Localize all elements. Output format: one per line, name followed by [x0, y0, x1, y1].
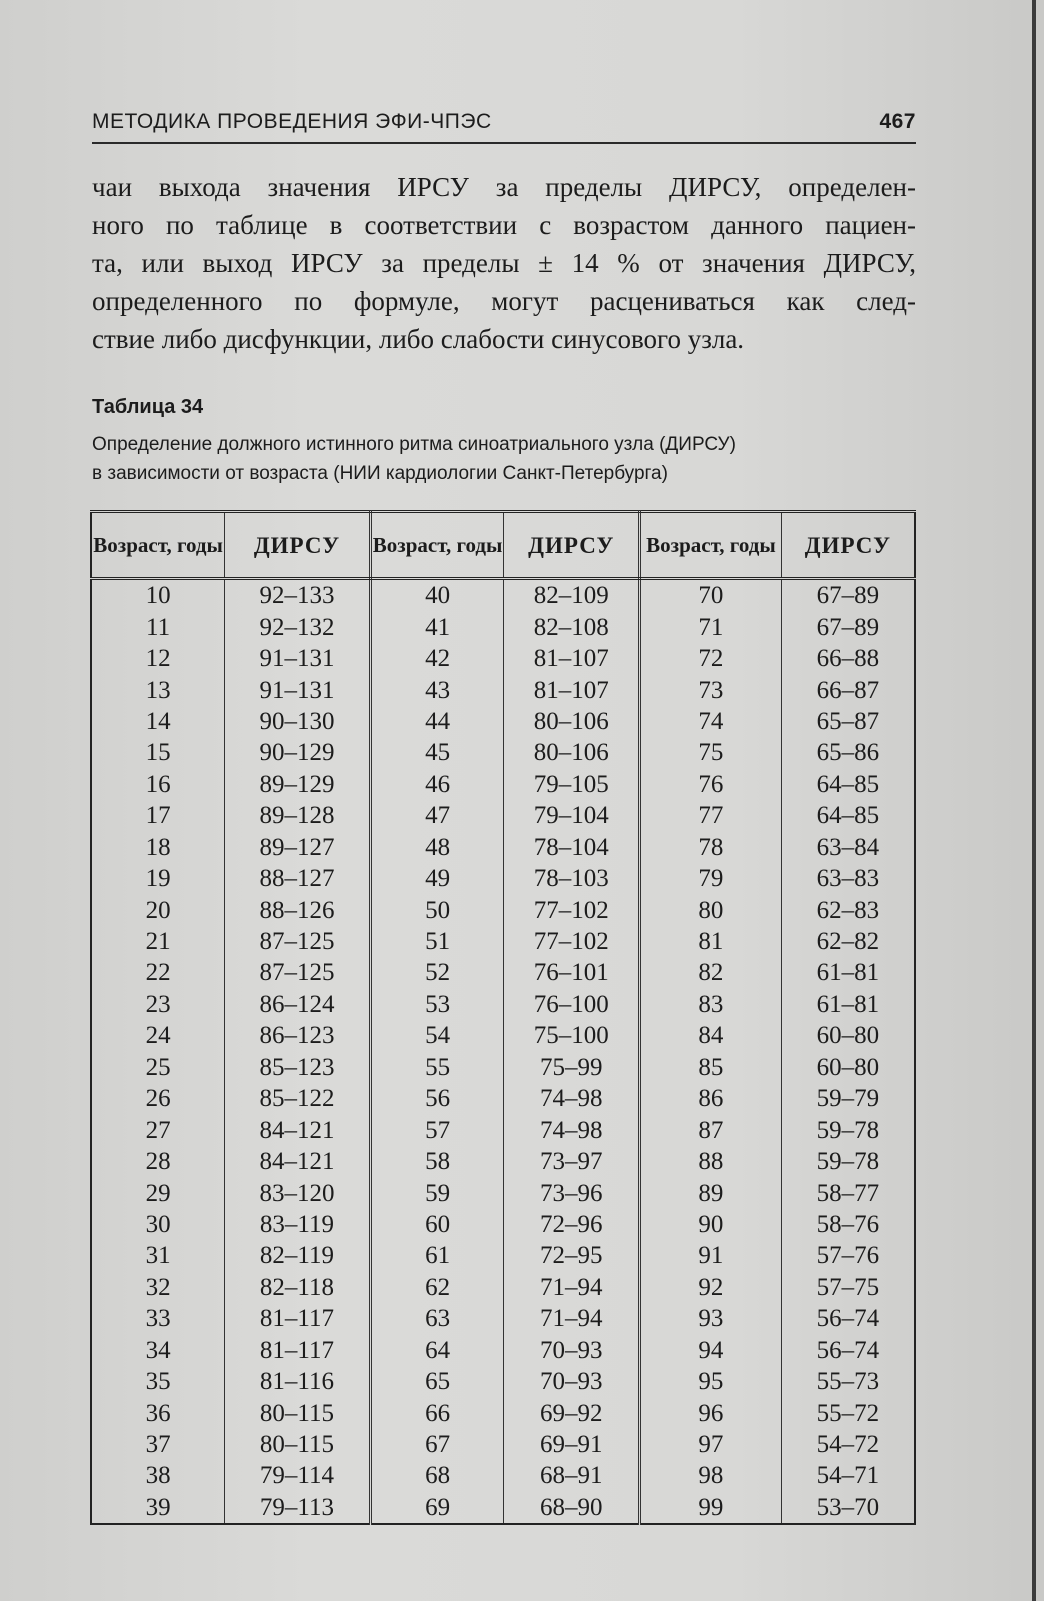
paragraph-line: определенного по формуле, могут расцениваться как след-	[92, 286, 916, 316]
dirsu-cell: 83–120	[225, 1177, 371, 1208]
dirsu-cell: 80–115	[225, 1429, 371, 1460]
dirsu-cell: 81–117	[225, 1335, 371, 1366]
table-row	[91, 737, 915, 768]
table-row	[91, 1272, 915, 1303]
table-row	[91, 1146, 915, 1177]
table-row	[91, 1460, 915, 1491]
table-caption-line: в зависимости от возраста (НИИ кардиологии Санкт-Петербурга)	[92, 463, 668, 484]
age-cell: 18	[91, 832, 225, 863]
age-cell: 67	[370, 1429, 504, 1460]
age-cell: 39	[91, 1492, 225, 1524]
age-cell: 92	[640, 1272, 782, 1303]
age-cell: 31	[91, 1240, 225, 1271]
table-row	[91, 1240, 915, 1271]
age-cell: 37	[91, 1429, 225, 1460]
dirsu-cell: 75–100	[504, 1020, 640, 1051]
dirsu-cell: 80–106	[504, 737, 640, 768]
dirsu-cell: 81–107	[504, 643, 640, 674]
table-row	[91, 1335, 915, 1366]
age-cell: 69	[370, 1492, 504, 1524]
age-cell: 23	[91, 989, 225, 1020]
age-cell: 15	[91, 737, 225, 768]
age-cell: 64	[370, 1335, 504, 1366]
header-dirsu: ДИРСУ	[781, 512, 915, 579]
dirsu-cell: 73–97	[504, 1146, 640, 1177]
dirsu-cell: 64–85	[781, 800, 915, 831]
age-cell: 61	[370, 1240, 504, 1271]
paragraph-line: чаи выхода значения ИРСУ за пределы ДИРСУ, определен-	[92, 172, 916, 202]
body-paragraph	[92, 168, 916, 358]
paragraph-line: ного по таблице в соответствии с возрастом данного пациен-	[92, 210, 916, 240]
header-age: Возраст, годы	[91, 512, 225, 579]
dirsu-cell: 79–104	[504, 800, 640, 831]
table-row	[91, 957, 915, 988]
dirsu-cell: 71–94	[504, 1272, 640, 1303]
age-cell: 80	[640, 894, 782, 925]
table-caption-line: Определение должного истинного ритма синоатриального узла (ДИРСУ)	[92, 434, 736, 455]
dirsu-cell: 70–93	[504, 1335, 640, 1366]
dirsu-cell: 66–88	[781, 643, 915, 674]
age-cell: 60	[370, 1209, 504, 1240]
age-cell: 89	[640, 1177, 782, 1208]
dirsu-cell: 79–105	[504, 769, 640, 800]
dirsu-cell: 77–102	[504, 926, 640, 957]
table-row	[91, 894, 915, 925]
age-cell: 51	[370, 926, 504, 957]
dirsu-cell: 60–80	[781, 1020, 915, 1051]
dirsu-cell: 92–132	[225, 611, 371, 642]
age-cell: 68	[370, 1460, 504, 1491]
table-row	[91, 1114, 915, 1145]
dirsu-cell: 76–100	[504, 989, 640, 1020]
age-cell: 96	[640, 1397, 782, 1428]
table-row	[91, 611, 915, 642]
dirsu-cell: 86–123	[225, 1020, 371, 1051]
header-dirsu: ДИРСУ	[504, 512, 640, 579]
dirsu-cell: 88–127	[225, 863, 371, 894]
running-head	[92, 106, 916, 144]
dirsu-cell: 67–89	[781, 611, 915, 642]
dirsu-cell: 53–70	[781, 1492, 915, 1524]
age-cell: 47	[370, 800, 504, 831]
dirsu-cell: 59–78	[781, 1146, 915, 1177]
age-cell: 41	[370, 611, 504, 642]
dirsu-cell: 84–121	[225, 1114, 371, 1145]
dirsu-cell: 64–85	[781, 769, 915, 800]
age-cell: 77	[640, 800, 782, 831]
age-cell: 83	[640, 989, 782, 1020]
dirsu-cell: 62–82	[781, 926, 915, 957]
dirsu-cell: 81–107	[504, 674, 640, 705]
dirsu-cell: 89–128	[225, 800, 371, 831]
age-dirsu-table	[90, 510, 916, 1525]
age-cell: 22	[91, 957, 225, 988]
dirsu-cell: 90–130	[225, 706, 371, 737]
age-cell: 43	[370, 674, 504, 705]
age-cell: 50	[370, 894, 504, 925]
table-row	[91, 674, 915, 705]
page-number: 467	[879, 110, 916, 133]
dirsu-cell: 69–91	[504, 1429, 640, 1460]
dirsu-cell: 65–87	[781, 706, 915, 737]
age-cell: 13	[91, 674, 225, 705]
dirsu-cell: 57–75	[781, 1272, 915, 1303]
dirsu-cell: 89–129	[225, 769, 371, 800]
dirsu-cell: 82–118	[225, 1272, 371, 1303]
age-cell: 52	[370, 957, 504, 988]
dirsu-cell: 84–121	[225, 1146, 371, 1177]
table-row	[91, 1052, 915, 1083]
age-cell: 53	[370, 989, 504, 1020]
age-cell: 99	[640, 1492, 782, 1524]
dirsu-cell: 86–124	[225, 989, 371, 1020]
age-cell: 71	[640, 611, 782, 642]
dirsu-cell: 91–131	[225, 643, 371, 674]
dirsu-cell: 69–92	[504, 1397, 640, 1428]
table-row	[91, 1209, 915, 1240]
paragraph-line: ствие либо дисфункции, либо слабости синусового узла.	[92, 324, 745, 354]
table-row	[91, 1020, 915, 1051]
table-label: Таблица 34	[92, 396, 204, 418]
age-cell: 94	[640, 1335, 782, 1366]
running-head-title: МЕТОДИКА ПРОВЕДЕНИЯ ЭФИ-ЧПЭС	[92, 110, 492, 133]
age-cell: 65	[370, 1366, 504, 1397]
table-caption	[92, 430, 916, 488]
age-cell: 20	[91, 894, 225, 925]
dirsu-cell: 79–113	[225, 1492, 371, 1524]
dirsu-cell: 62–83	[781, 894, 915, 925]
age-cell: 44	[370, 706, 504, 737]
age-cell: 26	[91, 1083, 225, 1114]
dirsu-cell: 92–133	[225, 579, 371, 612]
age-cell: 72	[640, 643, 782, 674]
age-cell: 17	[91, 800, 225, 831]
age-cell: 49	[370, 863, 504, 894]
dirsu-cell: 76–101	[504, 957, 640, 988]
dirsu-cell: 68–91	[504, 1460, 640, 1491]
age-cell: 24	[91, 1020, 225, 1051]
table-row	[91, 1492, 915, 1524]
age-cell: 84	[640, 1020, 782, 1051]
dirsu-cell: 90–129	[225, 737, 371, 768]
dirsu-cell: 67–89	[781, 579, 915, 612]
age-cell: 91	[640, 1240, 782, 1271]
age-cell: 55	[370, 1052, 504, 1083]
age-cell: 57	[370, 1114, 504, 1145]
table-row	[91, 989, 915, 1020]
age-cell: 76	[640, 769, 782, 800]
table-row	[91, 706, 915, 737]
dirsu-cell: 82–109	[504, 579, 640, 612]
age-cell: 75	[640, 737, 782, 768]
age-cell: 36	[91, 1397, 225, 1428]
dirsu-cell: 85–123	[225, 1052, 371, 1083]
table-row	[91, 769, 915, 800]
age-cell: 45	[370, 737, 504, 768]
header-age: Возраст, годы	[640, 512, 782, 579]
dirsu-cell: 73–96	[504, 1177, 640, 1208]
table-row	[91, 1397, 915, 1428]
dirsu-cell: 61–81	[781, 957, 915, 988]
dirsu-cell: 74–98	[504, 1083, 640, 1114]
age-cell: 98	[640, 1460, 782, 1491]
table-row	[91, 643, 915, 674]
dirsu-cell: 56–74	[781, 1335, 915, 1366]
age-cell: 35	[91, 1366, 225, 1397]
age-cell: 90	[640, 1209, 782, 1240]
age-cell: 34	[91, 1335, 225, 1366]
dirsu-cell: 58–76	[781, 1209, 915, 1240]
age-cell: 28	[91, 1146, 225, 1177]
dirsu-cell: 70–93	[504, 1366, 640, 1397]
dirsu-cell: 57–76	[781, 1240, 915, 1271]
dirsu-cell: 72–95	[504, 1240, 640, 1271]
table-row	[91, 1083, 915, 1114]
age-cell: 12	[91, 643, 225, 674]
age-cell: 11	[91, 611, 225, 642]
dirsu-cell: 54–72	[781, 1429, 915, 1460]
dirsu-cell: 88–126	[225, 894, 371, 925]
age-cell: 10	[91, 579, 225, 612]
dirsu-cell: 80–106	[504, 706, 640, 737]
age-cell: 59	[370, 1177, 504, 1208]
age-cell: 87	[640, 1114, 782, 1145]
table-row	[91, 1429, 915, 1460]
age-cell: 14	[91, 706, 225, 737]
age-cell: 70	[640, 579, 782, 612]
age-cell: 82	[640, 957, 782, 988]
age-cell: 86	[640, 1083, 782, 1114]
age-cell: 21	[91, 926, 225, 957]
age-cell: 95	[640, 1366, 782, 1397]
dirsu-cell: 89–127	[225, 832, 371, 863]
age-cell: 97	[640, 1429, 782, 1460]
age-cell: 46	[370, 769, 504, 800]
age-cell: 54	[370, 1020, 504, 1051]
dirsu-cell: 63–84	[781, 832, 915, 863]
dirsu-cell: 91–131	[225, 674, 371, 705]
dirsu-cell: 68–90	[504, 1492, 640, 1524]
age-cell: 42	[370, 643, 504, 674]
dirsu-cell: 82–108	[504, 611, 640, 642]
dirsu-cell: 59–79	[781, 1083, 915, 1114]
age-cell: 16	[91, 769, 225, 800]
age-cell: 85	[640, 1052, 782, 1083]
dirsu-cell: 77–102	[504, 894, 640, 925]
paragraph-line: та, или выход ИРСУ за пределы ± 14 % от значения ДИРСУ,	[92, 248, 916, 278]
dirsu-cell: 63–83	[781, 863, 915, 894]
age-cell: 56	[370, 1083, 504, 1114]
age-cell: 38	[91, 1460, 225, 1491]
table-row	[91, 1177, 915, 1208]
age-cell: 30	[91, 1209, 225, 1240]
dirsu-cell: 78–103	[504, 863, 640, 894]
table-row	[91, 1303, 915, 1334]
dirsu-cell: 83–119	[225, 1209, 371, 1240]
dirsu-cell: 66–87	[781, 674, 915, 705]
dirsu-cell: 59–78	[781, 1114, 915, 1145]
age-cell: 58	[370, 1146, 504, 1177]
header-age: Возраст, годы	[370, 512, 504, 579]
age-cell: 62	[370, 1272, 504, 1303]
age-cell: 19	[91, 863, 225, 894]
age-cell: 88	[640, 1146, 782, 1177]
table-row	[91, 926, 915, 957]
dirsu-cell: 85–122	[225, 1083, 371, 1114]
age-cell: 74	[640, 706, 782, 737]
age-cell: 73	[640, 674, 782, 705]
age-cell: 63	[370, 1303, 504, 1334]
age-cell: 78	[640, 832, 782, 863]
dirsu-cell: 55–73	[781, 1366, 915, 1397]
dirsu-cell: 72–96	[504, 1209, 640, 1240]
dirsu-cell: 71–94	[504, 1303, 640, 1334]
dirsu-cell: 56–74	[781, 1303, 915, 1334]
dirsu-cell: 87–125	[225, 957, 371, 988]
dirsu-cell: 81–117	[225, 1303, 371, 1334]
age-cell: 66	[370, 1397, 504, 1428]
dirsu-cell: 80–115	[225, 1397, 371, 1428]
table-row	[91, 1366, 915, 1397]
age-cell: 79	[640, 863, 782, 894]
dirsu-cell: 79–114	[225, 1460, 371, 1491]
table-row	[91, 800, 915, 831]
age-cell: 33	[91, 1303, 225, 1334]
age-cell: 40	[370, 579, 504, 612]
age-cell: 32	[91, 1272, 225, 1303]
dirsu-cell: 87–125	[225, 926, 371, 957]
table-row	[91, 863, 915, 894]
dirsu-cell: 58–77	[781, 1177, 915, 1208]
dirsu-cell: 55–72	[781, 1397, 915, 1428]
dirsu-cell: 74–98	[504, 1114, 640, 1145]
dirsu-cell: 61–81	[781, 989, 915, 1020]
page-edge	[1032, 0, 1036, 1601]
table-header-row	[91, 512, 915, 579]
dirsu-cell: 60–80	[781, 1052, 915, 1083]
age-cell: 29	[91, 1177, 225, 1208]
dirsu-cell: 75–99	[504, 1052, 640, 1083]
age-cell: 93	[640, 1303, 782, 1334]
dirsu-cell: 65–86	[781, 737, 915, 768]
dirsu-cell: 54–71	[781, 1460, 915, 1491]
header-dirsu: ДИРСУ	[225, 512, 371, 579]
age-cell: 81	[640, 926, 782, 957]
dirsu-cell: 81–116	[225, 1366, 371, 1397]
dirsu-cell: 82–119	[225, 1240, 371, 1271]
dirsu-cell: 78–104	[504, 832, 640, 863]
age-cell: 27	[91, 1114, 225, 1145]
age-cell: 48	[370, 832, 504, 863]
table-row	[91, 579, 915, 612]
age-cell: 25	[91, 1052, 225, 1083]
table-row	[91, 832, 915, 863]
